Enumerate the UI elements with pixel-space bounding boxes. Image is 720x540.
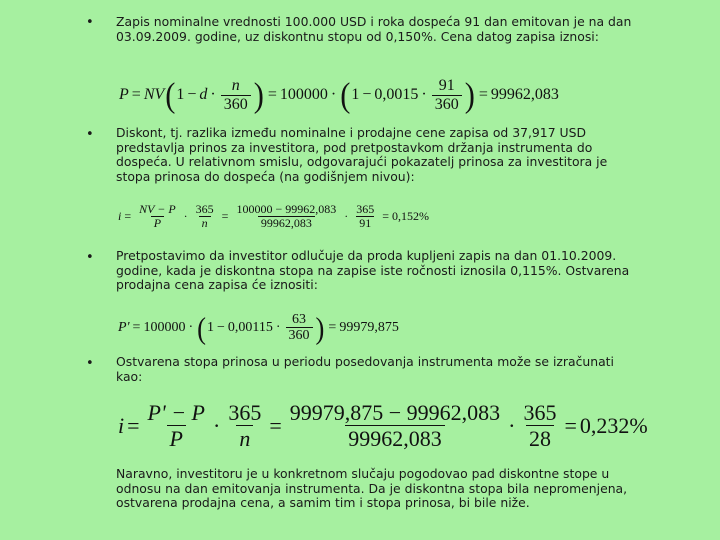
formula-result: 99979,875 [339,320,399,336]
formula-symbol: P [119,86,129,104]
formula-result: 0,232% [579,413,648,439]
formula-operator: − [216,320,225,336]
formula-paren: ) [464,75,475,115]
formula-result: 99962,083 [490,86,559,104]
bullet-marker: • [86,250,94,265]
formula-operator: · [212,413,221,439]
formula-operator: = [132,320,141,336]
formula-operator: = [131,86,141,104]
formula-symbol: P' [118,320,130,336]
formula-holding-period-yield [118,401,648,451]
fraction-denominator: P [167,425,186,451]
fraction-numerator: 99979,875 − 99962,083 [289,400,501,425]
bullet-marker: • [86,127,94,142]
bullet-marker: • [86,15,94,30]
formula-number: 100000 [279,86,328,104]
fraction-denominator: 28 [526,425,554,451]
formula-operator: · [344,209,349,224]
fraction-denominator: 360 [432,95,462,114]
fraction-denominator: 91 [356,216,374,231]
fraction-numerator: 365 [195,202,214,216]
bullet-text-2: Diskont, tj. razlika između nominalne i prodajne cene zapisa od 37,917 USD predstavlja prinos za investitora, pod pretpostavkom držanja instrumenta do dospeća. U relativnom smislu, odgovarajući pokazatelj prinosa za investitora je stopa prinosa do dospeća (na godišnjem nivou): [116,125,608,184]
fraction-numerator: 365 [228,400,262,425]
formula-fraction [286,312,313,344]
formula-fraction [353,203,377,231]
formula-fraction [225,401,264,451]
formula-operator: · [508,413,516,439]
formula-number: 1 [206,320,214,336]
formula-fraction [432,77,462,114]
formula-paren: ( [340,75,351,115]
bullet-text-3: Pretpostavimo da investitor odlučuje da proda kupljeni zapis na dan 01.10.2009. godine, kada je diskontna stopa na zapise iste ročnosti iznosila 0,115%. Ostvarena prodajna cena zapisa će iznositi: [116,248,630,293]
formula-number: 0,00115 [227,320,273,336]
bullet-text-4: Ostvarena stopa prinosa u periodu posedovanja instrumenta može se izračunati kao: [116,354,614,384]
formula-fraction [233,203,339,231]
formula-operator: = [269,413,282,439]
formula-paren: ( [165,75,176,115]
fraction-denominator: 99962,083 [345,425,445,451]
fraction-denominator: P [151,216,164,231]
fraction-numerator: NV − P [139,202,176,216]
formula-fraction [136,203,179,231]
formula-operator: · [275,320,281,336]
formula-operator: = [267,86,277,104]
formula-operator: · [183,209,188,224]
fraction-denominator: n [236,425,253,451]
formula-operator: · [188,320,194,336]
fraction-numerator: 365 [523,400,557,425]
fraction-denominator: n [199,216,211,231]
fraction-denominator: 360 [221,95,251,114]
formula-yield-to-maturity [118,203,429,231]
formula-price [119,77,559,114]
formula-operator: − [187,86,197,104]
fraction-numerator: 365 [356,202,375,216]
formula-fraction [287,401,503,451]
formula-paren: ( [197,310,206,346]
fraction-numerator: P' − P [147,400,205,425]
formula-fraction [193,203,217,231]
formula-operator: · [421,86,427,104]
formula-paren: ) [315,310,325,346]
formula-operator: · [330,86,337,104]
formula-operator: = [564,413,577,439]
formula-operator: = [221,209,229,224]
formula-symbol: i [118,413,125,439]
formula-operator: · [210,86,216,104]
formula-number: 100000 [143,320,186,336]
formula-symbol: d [199,86,208,104]
formula-result: 0,152% [392,209,430,224]
formula-symbol: NV [143,86,165,104]
formula-operator: = [124,209,132,224]
fraction-denominator: 360 [286,327,313,344]
fraction-numerator: 63 [292,312,307,327]
formula-number: 1 [351,86,360,104]
fraction-denominator: 99962,083 [258,216,315,231]
bullet-text-1: Zapis nominalne vrednosti 100.000 USD i roka dospeća 91 dan emitovan je na dan 03.09.2009. godine, uz diskontnu stopu od 0,150%. Cena datog zapisa iznosi: [116,14,632,44]
formula-fraction [145,401,208,451]
formula-sale-price [118,312,399,344]
formula-number: 0,0015 [374,86,419,104]
fraction-numerator: n [231,77,240,94]
closing-text: Naravno, investitoru je u konkretnom slučaju pogodovao pad diskontne stope u odnosu na dan emitovanja instrumenta. Da je diskontna stopa bila nepromenjena, ostvarena prodajna cena, a samim tim i stopa prinosa, bi bile niže. [116,466,628,511]
fraction-numerator: 100000 − 99962,083 [236,202,337,216]
fraction-numerator: 91 [438,77,455,94]
formula-fraction [520,401,559,451]
formula-operator: − [362,86,372,104]
formula-operator: = [127,413,140,439]
formula-paren: ) [253,75,264,115]
formula-operator: = [328,320,337,336]
formula-operator: = [478,86,488,104]
formula-fraction [221,77,251,114]
bullet-marker: • [86,356,94,371]
formula-operator: = [382,209,390,224]
formula-number: 1 [176,86,185,104]
formula-symbol: i [118,209,122,224]
